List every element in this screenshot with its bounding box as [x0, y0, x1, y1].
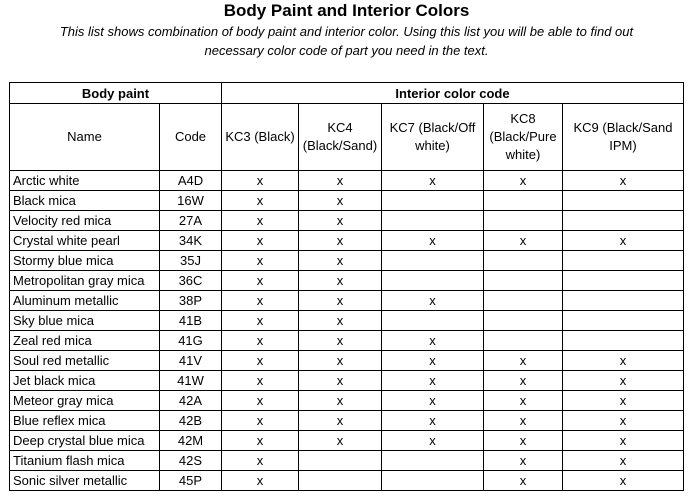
kc3-cell: x [222, 451, 299, 471]
kc4-cell: x [299, 411, 382, 431]
kc3-cell: x [222, 251, 299, 271]
paint-code-cell: 41V [160, 351, 222, 371]
kc7-cell: x [382, 371, 484, 391]
document-title: Body Paint and Interior Colors [223, 1, 470, 20]
description-line-1: This list shows combination of body paint and interior color. Using this list you will be able to find out [59, 24, 634, 39]
table-row [10, 431, 684, 451]
table-row [10, 371, 684, 391]
kc9-cell [563, 331, 684, 351]
paint-name-cell: Titanium flash mica [10, 451, 160, 471]
kc9-cell [563, 251, 684, 271]
paint-code-cell: 41W [160, 371, 222, 391]
paint-code-cell: 35J [160, 251, 222, 271]
kc7-cell: x [382, 231, 484, 251]
kc8-cell [484, 331, 563, 351]
color-combination-table [9, 82, 684, 491]
kc8-cell: x [484, 231, 563, 251]
paint-code-cell: 36C [160, 271, 222, 291]
paint-code-cell: 16W [160, 191, 222, 211]
column-header-kc3: KC3 (Black) [222, 104, 299, 171]
paint-name-cell: Meteor gray mica [10, 391, 160, 411]
column-header-kc9 [563, 104, 684, 171]
table-row [10, 231, 684, 251]
kc8-header-line-3: white) [505, 147, 541, 162]
paint-code-cell: 27A [160, 211, 222, 231]
paint-name-cell: Black mica [10, 191, 160, 211]
kc4-cell: x [299, 211, 382, 231]
kc3-cell: x [222, 411, 299, 431]
kc4-cell: x [299, 251, 382, 271]
table-row [10, 411, 684, 431]
paint-code-cell: 45P [160, 471, 222, 491]
paint-name-cell: Blue reflex mica [10, 411, 160, 431]
paint-name-cell: Jet black mica [10, 371, 160, 391]
kc7-header-line-1: KC7 (Black/Off [389, 120, 476, 135]
table-row [10, 211, 684, 231]
kc3-cell: x [222, 291, 299, 311]
paint-code-cell: 42A [160, 391, 222, 411]
kc7-cell [382, 311, 484, 331]
kc9-cell: x [563, 451, 684, 471]
kc8-header-line-2: (Black/Pure [489, 129, 557, 144]
table-row [10, 251, 684, 271]
kc4-cell: x [299, 311, 382, 331]
kc4-cell: x [299, 391, 382, 411]
kc9-cell [563, 191, 684, 211]
kc4-header-line-2: (Black/Sand) [302, 138, 378, 153]
kc4-cell: x [299, 191, 382, 211]
kc9-cell: x [563, 391, 684, 411]
table-row [10, 291, 684, 311]
paint-code-cell: 38P [160, 291, 222, 311]
table-row [10, 271, 684, 291]
paint-code-cell: 42S [160, 451, 222, 471]
kc8-cell: x [484, 171, 563, 191]
kc4-cell: x [299, 351, 382, 371]
kc7-cell: x [382, 391, 484, 411]
kc7-cell [382, 271, 484, 291]
kc8-cell [484, 311, 563, 331]
kc7-header-line-2: white) [415, 138, 450, 153]
kc8-cell [484, 251, 563, 271]
document-description [0, 22, 693, 60]
paint-code-cell: 34K [160, 231, 222, 251]
kc4-cell: x [299, 171, 382, 191]
column-header-kc8 [484, 104, 563, 171]
kc3-cell: x [222, 331, 299, 351]
description-line-2: necessary color code of part you need in the text. [204, 43, 489, 58]
kc7-cell: x [382, 171, 484, 191]
kc7-cell: x [382, 431, 484, 451]
kc3-cell: x [222, 431, 299, 451]
kc4-cell: x [299, 431, 382, 451]
paint-name-cell: Sonic silver metallic [10, 471, 160, 491]
kc8-cell: x [484, 371, 563, 391]
kc4-cell: x [299, 231, 382, 251]
kc9-cell: x [563, 471, 684, 491]
kc7-cell: x [382, 331, 484, 351]
column-header-code: Code [160, 104, 222, 171]
kc9-header-line-1: KC9 (Black/Sand [573, 120, 673, 135]
kc8-cell: x [484, 411, 563, 431]
paint-name-cell: Arctic white [10, 171, 160, 191]
kc3-cell: x [222, 171, 299, 191]
kc8-cell: x [484, 451, 563, 471]
kc9-cell [563, 211, 684, 231]
kc7-cell [382, 191, 484, 211]
kc8-cell [484, 191, 563, 211]
kc4-cell: x [299, 271, 382, 291]
paint-name-cell: Velocity red mica [10, 211, 160, 231]
kc3-cell: x [222, 271, 299, 291]
table-row [10, 331, 684, 351]
kc8-cell [484, 291, 563, 311]
column-header-name: Name [10, 104, 160, 171]
paint-code-cell: 42M [160, 431, 222, 451]
kc8-cell: x [484, 351, 563, 371]
kc3-cell: x [222, 391, 299, 411]
paint-code-cell: 41G [160, 331, 222, 351]
kc8-cell [484, 211, 563, 231]
paint-code-cell: A4D [160, 171, 222, 191]
kc3-cell: x [222, 211, 299, 231]
kc8-cell: x [484, 471, 563, 491]
kc7-cell: x [382, 291, 484, 311]
table-row [10, 391, 684, 411]
kc7-cell: x [382, 351, 484, 371]
table-row [10, 451, 684, 471]
kc7-cell: x [382, 411, 484, 431]
kc9-cell [563, 291, 684, 311]
kc9-cell [563, 311, 684, 331]
column-header-kc4 [299, 104, 382, 171]
kc9-cell: x [563, 231, 684, 251]
paint-name-cell: Zeal red mica [10, 331, 160, 351]
kc8-cell [484, 271, 563, 291]
kc3-cell: x [222, 471, 299, 491]
paint-code-cell: 41B [160, 311, 222, 331]
kc9-cell: x [563, 411, 684, 431]
paint-code-cell: 42B [160, 411, 222, 431]
kc4-cell: x [299, 371, 382, 391]
kc4-cell [299, 451, 382, 471]
table-row [10, 171, 684, 191]
kc4-cell: x [299, 331, 382, 351]
table-row [10, 351, 684, 371]
kc9-cell: x [563, 371, 684, 391]
kc9-cell: x [563, 351, 684, 371]
kc3-cell: x [222, 311, 299, 331]
kc9-cell: x [563, 171, 684, 191]
kc7-cell [382, 251, 484, 271]
table-row [10, 471, 684, 491]
kc3-cell: x [222, 231, 299, 251]
kc4-header-line-1: KC4 [327, 120, 353, 135]
kc4-cell: x [299, 291, 382, 311]
kc8-cell: x [484, 391, 563, 411]
kc3-cell: x [222, 371, 299, 391]
paint-name-cell: Stormy blue mica [10, 251, 160, 271]
kc7-cell [382, 451, 484, 471]
kc8-header-line-1: KC8 [510, 111, 536, 126]
paint-name-cell: Aluminum metallic [10, 291, 160, 311]
kc7-cell [382, 211, 484, 231]
paint-name-cell: Soul red metallic [10, 351, 160, 371]
kc8-cell: x [484, 431, 563, 451]
table-row [10, 191, 684, 211]
paint-name-cell: Deep crystal blue mica [10, 431, 160, 451]
kc9-cell: x [563, 431, 684, 451]
kc9-cell [563, 271, 684, 291]
interior-color-code-group-header: Interior color code [222, 83, 684, 104]
kc3-cell: x [222, 191, 299, 211]
paint-name-cell: Sky blue mica [10, 311, 160, 331]
body-paint-group-header: Body paint [10, 83, 222, 104]
column-header-kc7 [382, 104, 484, 171]
kc3-cell: x [222, 351, 299, 371]
kc9-header-line-2: IPM) [609, 138, 637, 153]
kc4-cell [299, 471, 382, 491]
kc7-cell [382, 471, 484, 491]
table-row [10, 311, 684, 331]
paint-name-cell: Metropolitan gray mica [10, 271, 160, 291]
paint-name-cell: Crystal white pearl [10, 231, 160, 251]
